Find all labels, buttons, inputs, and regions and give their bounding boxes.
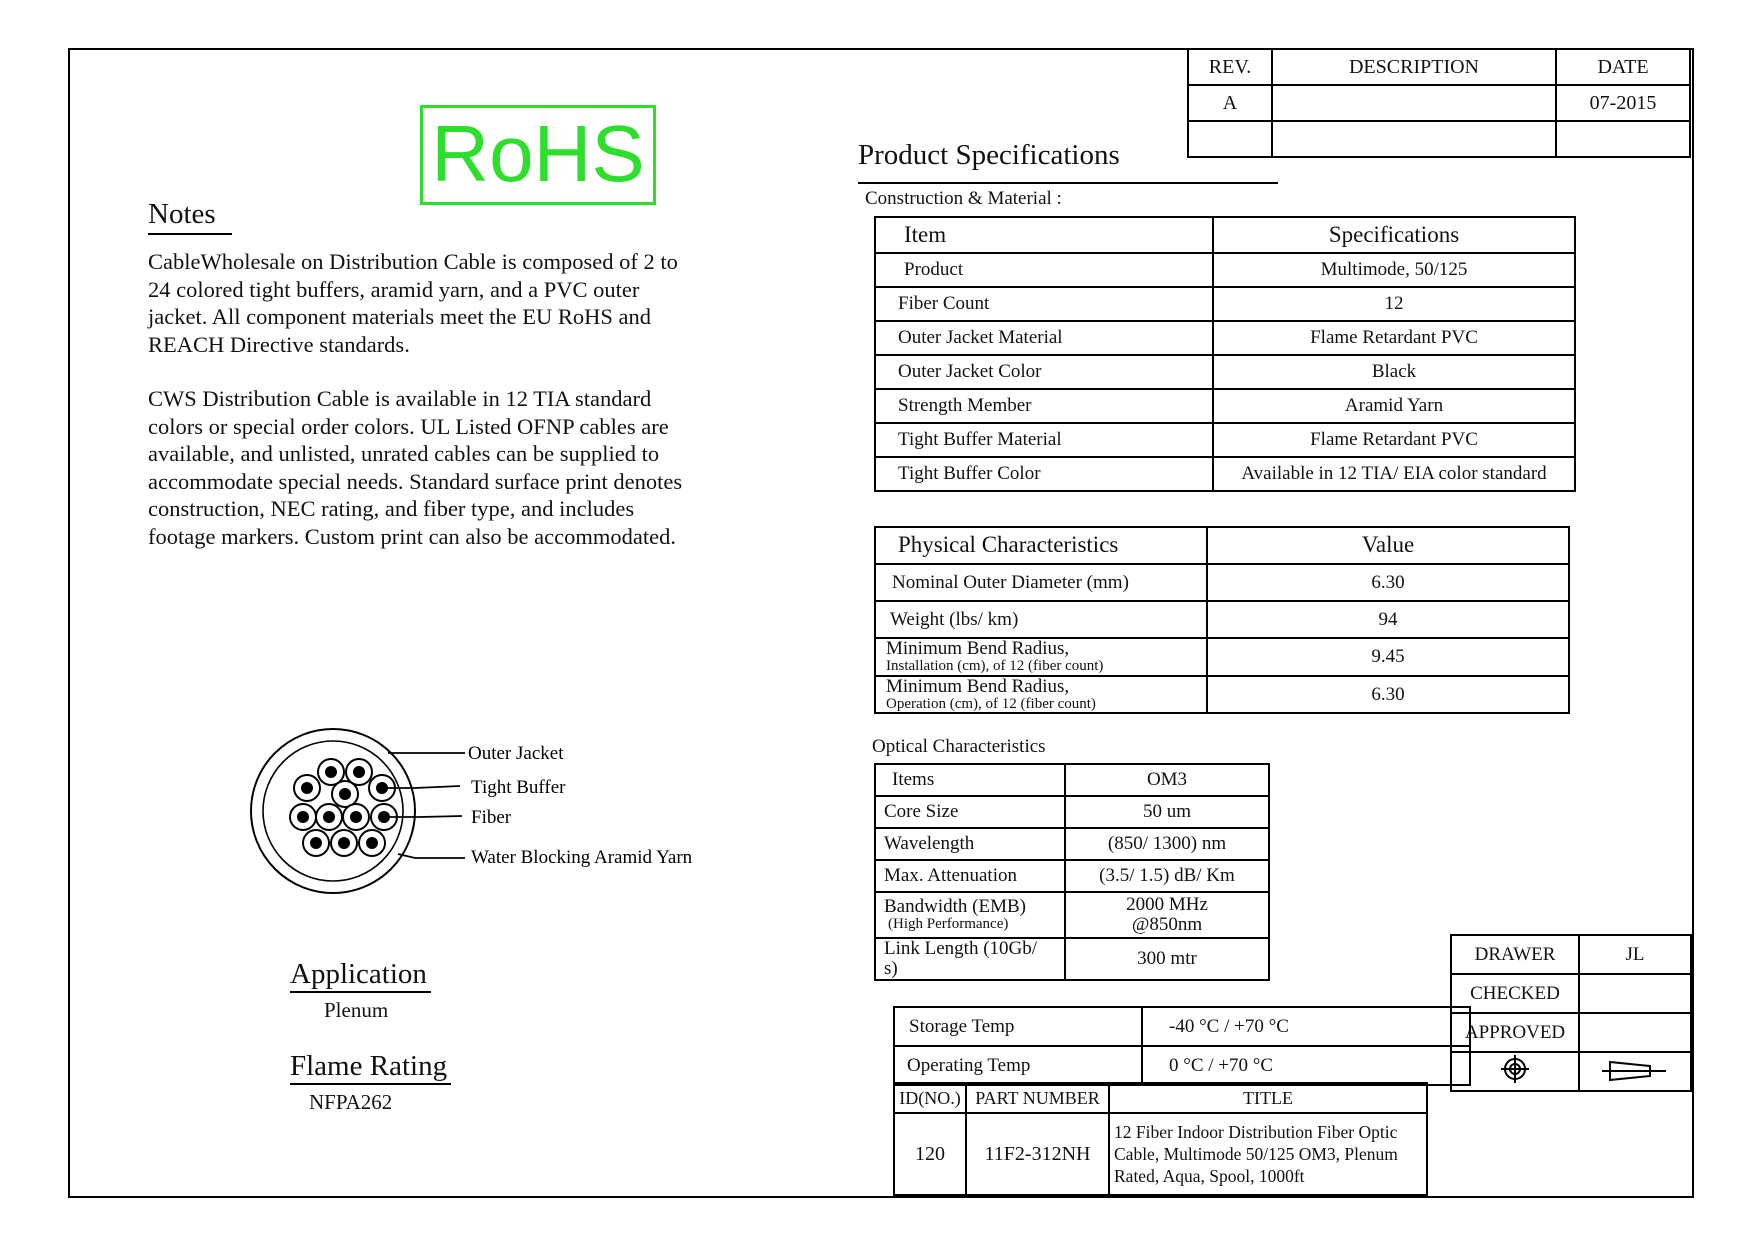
spec-value: Multimode, 50/125 [1213,253,1575,287]
optical-value: (850/ 1300) nm [1065,828,1269,860]
optical-item [875,828,1065,860]
table-row [875,892,1269,938]
signoff-table [1450,934,1692,1092]
spec-item: Outer Jacket Material [875,321,1213,355]
spec-item: Product [875,253,1213,287]
optical-item [875,938,1065,980]
table-row [875,457,1575,491]
notes-body [148,248,703,577]
id-value: 120 [894,1113,966,1195]
physical-sublabel: Installation (cm), of 12 (fiber count) [886,657,1104,674]
optical-item [875,860,1065,892]
water-blocking-aramid-yarn-label: Water Blocking Aramid Yarn [471,847,693,868]
temperature-table [893,1006,1471,1086]
checked-label: CHECKED [1451,974,1579,1013]
first-angle-projection-circle-icon [1500,1054,1530,1084]
physical-value: 94 [1207,601,1569,638]
optical-characteristics-table [874,763,1270,981]
table-row [875,389,1575,423]
physical-item [875,676,1207,714]
optical-value: 50 um [1065,796,1269,828]
table-row [875,253,1575,287]
flame-rating-title: Flame Rating [290,1050,451,1085]
physical-sublabel: Operation (cm), of 12 (fiber count) [886,695,1096,712]
projection-cone-cell [1579,1052,1691,1091]
optical-value [1065,892,1269,938]
optical-characteristics-label: Optical Characteristics [872,736,1046,757]
physical-value: 9.45 [1207,638,1569,676]
temp-label: Storage Temp [894,1007,1142,1046]
tight-buffers [290,759,397,856]
date-cell: 07-2015 [1556,85,1690,121]
notes-paragraph: CableWholesale on Distribution Cable is composed of 2 to 24 colored tight buffers, aramid yarn, and a PVC outer jacket. All component materials meet the EU RoHS and REACH Directive standards. [148,249,678,357]
table-row [875,423,1575,457]
specifications-header: Specifications [1213,217,1575,253]
first-angle-projection-cone-icon [1600,1054,1670,1084]
temp-value: 0 °C / +70 °C [1142,1046,1470,1085]
spec-item: Outer Jacket Color [875,355,1213,389]
optical-label: Wavelength [884,833,975,855]
notes-title: Notes [148,198,232,235]
table-row [875,796,1269,828]
rev-cell [1188,121,1272,157]
table-row [875,938,1269,980]
id-header: ID(NO.) [894,1083,966,1113]
spec-value: Flame Retardant PVC [1213,321,1575,355]
table-row [875,564,1569,601]
title-block-table [893,1082,1428,1196]
title-header: TITLE [1109,1083,1427,1113]
table-row [875,321,1575,355]
optical-value-line: 2000 MHz [1126,894,1208,916]
title-underline [858,182,1278,184]
physical-item [875,564,1207,601]
optical-value: (3.5/ 1.5) dB/ Km [1065,860,1269,892]
rohs-logo: RoHS [420,105,656,205]
physical-item [875,601,1207,638]
physical-characteristics-table [874,526,1570,714]
optical-item [875,892,1065,938]
part-number-value: 11F2-312NH [966,1113,1109,1195]
title-value: 12 Fiber Indoor Distribution Fiber Optic Cable, Multimode 50/125 OM3, Plenum Rated, Aqua, Spool, 1000ft [1109,1113,1427,1195]
physical-label: Weight (lbs/ km) [890,608,1019,630]
rev-cell: A [1188,85,1272,121]
spec-value: Aramid Yarn [1213,389,1575,423]
date-cell [1556,121,1690,157]
physical-label: Nominal Outer Diameter (mm) [892,571,1129,593]
product-specifications-title: Product Specifications [858,139,1120,171]
description-cell [1272,121,1556,157]
value-header: Value [1207,527,1569,564]
revision-table [1187,48,1691,158]
rev-header: REV. [1188,49,1272,85]
notes-paragraph: CWS Distribution Cable is available in 12 TIA standard colors or special order colors. UL Listed OFNP cables are available, and unlisted, unrated cables can be supplied to accommodate special needs. Standard surface print denotes construction, NEC rating, and fiber type, and includes footage markers. Custom print can also be accommodated. [148,386,683,549]
table-row [875,638,1569,676]
flame-rating-value: NFPA262 [309,1090,393,1114]
physical-item [875,638,1207,676]
table-row [875,676,1569,714]
construction-material-label: Construction & Material : [865,188,1062,209]
optical-label: Max. Attenuation [884,865,1017,887]
outer-jacket-label: Outer Jacket [468,743,564,764]
table-row [875,601,1569,638]
spec-value: Available in 12 TIA/ EIA color standard [1213,457,1575,491]
physical-label: Minimum Bend Radius, [886,675,1070,697]
application-title: Application [290,958,431,993]
date-header: DATE [1556,49,1690,85]
optical-label: Bandwidth (EMB) [884,896,1026,918]
temp-label: Operating Temp [894,1046,1142,1085]
optical-value: 300 mtr [1065,938,1269,980]
drawer-label: DRAWER [1451,935,1579,974]
drawer-value: JL [1579,935,1691,974]
construction-material-table [874,216,1576,492]
fiber-label: Fiber [471,807,512,828]
table-row [875,828,1269,860]
optical-item [875,796,1065,828]
spec-item: Tight Buffer Color [875,457,1213,491]
description-header: DESCRIPTION [1272,49,1556,85]
optical-value-line: @850nm [1131,914,1203,935]
approved-value [1579,1013,1691,1052]
table-row [875,287,1575,321]
spec-value: Black [1213,355,1575,389]
application-value: Plenum [324,998,389,1022]
items-header: Items [875,764,1065,796]
item-header: Item [875,217,1213,253]
table-row [875,355,1575,389]
description-cell [1272,85,1556,121]
physical-value: 6.30 [1207,564,1569,601]
optical-label: Link Length (10Gb/ s) [884,938,1038,979]
physical-value: 6.30 [1207,676,1569,714]
table-row [894,1046,1470,1085]
table-row [894,1007,1470,1046]
optical-label: Core Size [884,801,959,823]
cable-cross-section-diagram [250,718,730,918]
spec-item: Fiber Count [875,287,1213,321]
spec-value: 12 [1213,287,1575,321]
table-row [875,860,1269,892]
om3-header: OM3 [1065,764,1269,796]
spec-value: Flame Retardant PVC [1213,423,1575,457]
temp-value: -40 °C / +70 °C [1142,1007,1470,1046]
spec-item: Strength Member [875,389,1213,423]
physical-label: Minimum Bend Radius, [886,638,1070,659]
optical-sublabel: (High Performance) [888,916,1009,933]
tight-buffer-label: Tight Buffer [471,777,566,798]
approved-label: APPROVED [1451,1013,1579,1052]
checked-value [1579,974,1691,1013]
part-number-header: PART NUMBER [966,1083,1109,1113]
spec-item: Tight Buffer Material [875,423,1213,457]
physical-header: Physical Characteristics [875,527,1207,564]
